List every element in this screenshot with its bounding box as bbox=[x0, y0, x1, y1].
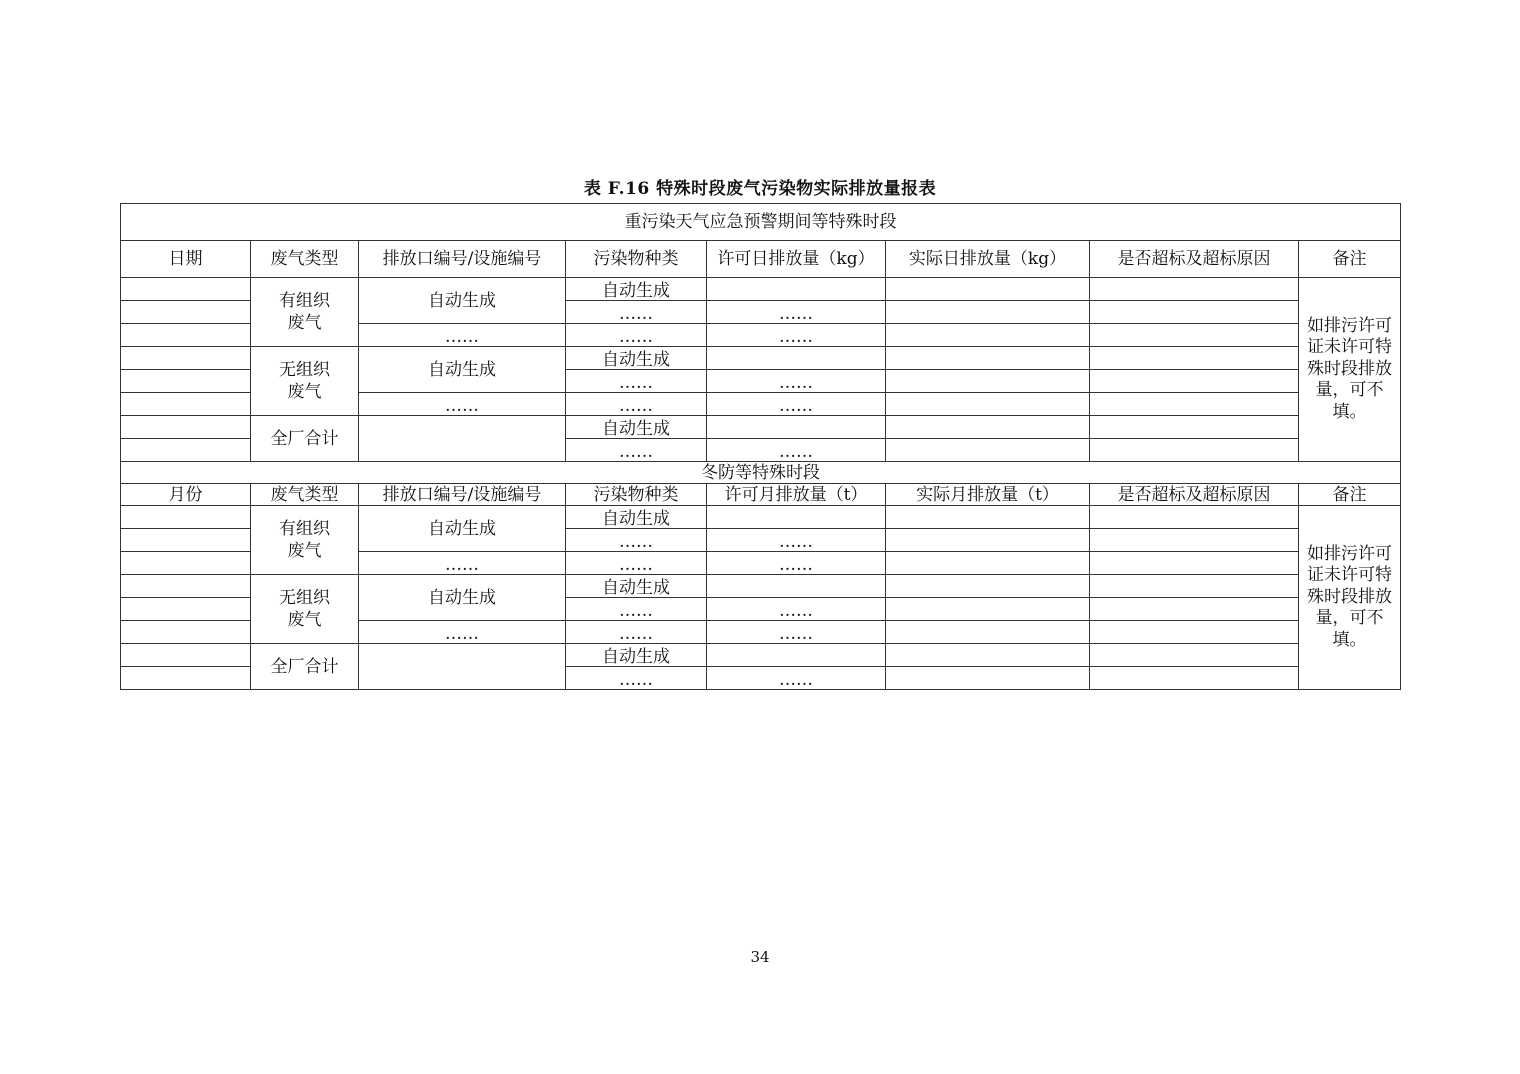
remark-cell: 如排污许可证未许可特殊时段排放量，可不填。 bbox=[1299, 506, 1401, 690]
permitted-cell: …… bbox=[707, 552, 886, 575]
exceed-cell bbox=[1090, 301, 1299, 324]
exceed-cell bbox=[1090, 416, 1299, 439]
exceed-cell bbox=[1090, 506, 1299, 529]
permitted-cell: …… bbox=[707, 324, 886, 347]
pollutant-cell: 自动生成 bbox=[566, 278, 707, 301]
exceed-cell bbox=[1090, 439, 1299, 462]
actual-cell bbox=[886, 621, 1090, 644]
table-title: 表 F.16 特殊时段废气污染物实际排放量报表 bbox=[583, 179, 937, 199]
outlet-id-cell: 自动生成 bbox=[359, 575, 566, 621]
gas-type-unorganized: 无组织废气 bbox=[251, 575, 359, 644]
exceed-cell bbox=[1090, 621, 1299, 644]
pollutant-cell: 自动生成 bbox=[566, 644, 707, 667]
actual-cell bbox=[886, 301, 1090, 324]
actual-cell bbox=[886, 347, 1090, 370]
gas-type-plant-total: 全厂合计 bbox=[251, 644, 359, 690]
date-cell bbox=[121, 324, 251, 347]
permitted-cell bbox=[707, 347, 886, 370]
col-header-gas-type: 废气类型 bbox=[251, 484, 359, 506]
col-header-exceed: 是否超标及超标原因 bbox=[1090, 484, 1299, 506]
table-row bbox=[121, 644, 1401, 667]
table-row bbox=[121, 575, 1401, 598]
actual-cell bbox=[886, 552, 1090, 575]
page-number: 34 bbox=[750, 948, 770, 966]
col-header-outlet-id: 排放口编号/设施编号 bbox=[359, 241, 566, 278]
section2-header: 冬防等特殊时段 bbox=[121, 462, 1401, 484]
permitted-cell bbox=[707, 416, 886, 439]
col-header-pollutant: 污染物种类 bbox=[566, 241, 707, 278]
actual-cell bbox=[886, 324, 1090, 347]
actual-cell bbox=[886, 506, 1090, 529]
actual-cell bbox=[886, 416, 1090, 439]
permitted-cell: …… bbox=[707, 621, 886, 644]
month-cell bbox=[121, 598, 251, 621]
actual-cell bbox=[886, 575, 1090, 598]
outlet-id-cell bbox=[359, 416, 566, 462]
date-cell bbox=[121, 439, 251, 462]
outlet-id-cell: …… bbox=[359, 324, 566, 347]
col-header-gas-type: 废气类型 bbox=[251, 241, 359, 278]
month-cell bbox=[121, 575, 251, 598]
exceed-cell bbox=[1090, 667, 1299, 690]
actual-cell bbox=[886, 439, 1090, 462]
pollutant-cell: 自动生成 bbox=[566, 347, 707, 370]
pollutant-cell: 自动生成 bbox=[566, 506, 707, 529]
pollutant-cell: …… bbox=[566, 324, 707, 347]
pollutant-cell: …… bbox=[566, 667, 707, 690]
col-header-outlet-id: 排放口编号/设施编号 bbox=[359, 484, 566, 506]
actual-cell bbox=[886, 370, 1090, 393]
remark-cell: 如排污许可证未许可特殊时段排放量，可不填。 bbox=[1299, 278, 1401, 462]
col-header-actual-monthly: 实际月排放量（t） bbox=[886, 484, 1090, 506]
permitted-cell: …… bbox=[707, 393, 886, 416]
outlet-id-cell bbox=[359, 644, 566, 690]
actual-cell bbox=[886, 644, 1090, 667]
date-cell bbox=[121, 278, 251, 301]
date-cell bbox=[121, 370, 251, 393]
section1-header: 重污染天气应急预警期间等特殊时段 bbox=[121, 204, 1401, 241]
table-row bbox=[121, 278, 1401, 301]
permitted-cell bbox=[707, 278, 886, 301]
outlet-id-cell: …… bbox=[359, 552, 566, 575]
table-row bbox=[121, 506, 1401, 529]
gas-type-plant-total: 全厂合计 bbox=[251, 416, 359, 462]
month-cell bbox=[121, 644, 251, 667]
permitted-cell bbox=[707, 644, 886, 667]
actual-cell bbox=[886, 598, 1090, 621]
permitted-cell: …… bbox=[707, 529, 886, 552]
permitted-cell: …… bbox=[707, 439, 886, 462]
exceed-cell bbox=[1090, 529, 1299, 552]
col-header-exceed: 是否超标及超标原因 bbox=[1090, 241, 1299, 278]
pollutant-cell: 自动生成 bbox=[566, 575, 707, 598]
col-header-pollutant: 污染物种类 bbox=[566, 484, 707, 506]
permitted-cell bbox=[707, 506, 886, 529]
exceed-cell bbox=[1090, 370, 1299, 393]
pollutant-cell: …… bbox=[566, 529, 707, 552]
outlet-id-cell: …… bbox=[359, 621, 566, 644]
pollutant-cell: …… bbox=[566, 370, 707, 393]
col-header-permitted-monthly: 许可月排放量（t） bbox=[707, 484, 886, 506]
actual-cell bbox=[886, 393, 1090, 416]
permitted-cell: …… bbox=[707, 598, 886, 621]
gas-type-unorganized: 无组织废气 bbox=[251, 347, 359, 416]
exceed-cell bbox=[1090, 393, 1299, 416]
date-cell bbox=[121, 301, 251, 324]
exceed-cell bbox=[1090, 552, 1299, 575]
month-cell bbox=[121, 621, 251, 644]
pollutant-cell: …… bbox=[566, 621, 707, 644]
outlet-id-cell: …… bbox=[359, 393, 566, 416]
permitted-cell: …… bbox=[707, 370, 886, 393]
table-row bbox=[121, 347, 1401, 370]
exceed-cell bbox=[1090, 347, 1299, 370]
outlet-id-cell: 自动生成 bbox=[359, 506, 566, 552]
month-cell bbox=[121, 667, 251, 690]
pollutant-cell: …… bbox=[566, 439, 707, 462]
month-cell bbox=[121, 552, 251, 575]
emission-report-table bbox=[120, 203, 1401, 690]
gas-type-organized: 有组织废气 bbox=[251, 278, 359, 347]
table-row bbox=[121, 416, 1401, 439]
gas-type-organized: 有组织废气 bbox=[251, 506, 359, 575]
col-header-month: 月份 bbox=[121, 484, 251, 506]
month-cell bbox=[121, 506, 251, 529]
col-header-date: 日期 bbox=[121, 241, 251, 278]
permitted-cell bbox=[707, 575, 886, 598]
pollutant-cell: …… bbox=[566, 552, 707, 575]
exceed-cell bbox=[1090, 278, 1299, 301]
col-header-permitted-daily: 许可日排放量（kg） bbox=[707, 241, 886, 278]
outlet-id-cell: 自动生成 bbox=[359, 278, 566, 324]
actual-cell bbox=[886, 667, 1090, 690]
exceed-cell bbox=[1090, 324, 1299, 347]
pollutant-cell: …… bbox=[566, 598, 707, 621]
col-header-remark: 备注 bbox=[1299, 484, 1401, 506]
exceed-cell bbox=[1090, 575, 1299, 598]
month-cell bbox=[121, 529, 251, 552]
pollutant-cell: 自动生成 bbox=[566, 416, 707, 439]
outlet-id-cell: 自动生成 bbox=[359, 347, 566, 393]
date-cell bbox=[121, 416, 251, 439]
date-cell bbox=[121, 393, 251, 416]
exceed-cell bbox=[1090, 644, 1299, 667]
exceed-cell bbox=[1090, 598, 1299, 621]
pollutant-cell: …… bbox=[566, 301, 707, 324]
col-header-actual-daily: 实际日排放量（kg） bbox=[886, 241, 1090, 278]
col-header-remark: 备注 bbox=[1299, 241, 1401, 278]
date-cell bbox=[121, 347, 251, 370]
actual-cell bbox=[886, 278, 1090, 301]
permitted-cell: …… bbox=[707, 301, 886, 324]
actual-cell bbox=[886, 529, 1090, 552]
permitted-cell: …… bbox=[707, 667, 886, 690]
pollutant-cell: …… bbox=[566, 393, 707, 416]
